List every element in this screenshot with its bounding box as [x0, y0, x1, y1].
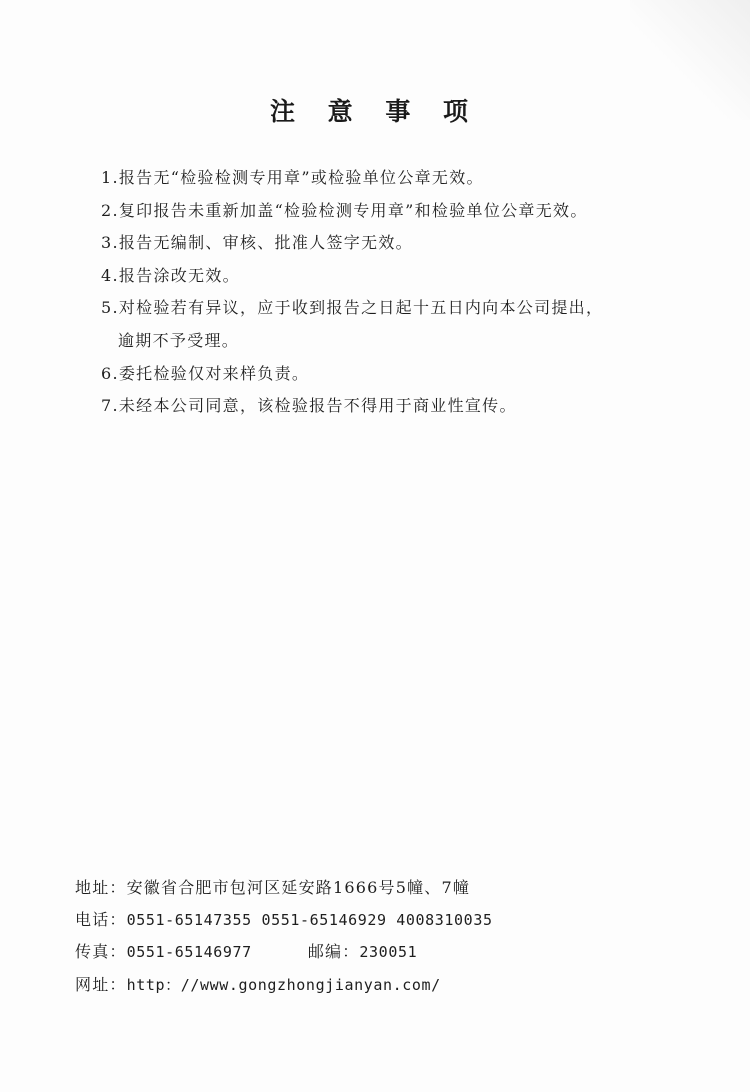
note-item — [101, 227, 721, 260]
phone-row — [75, 904, 715, 936]
note-item — [101, 195, 721, 228]
postcode-label: 邮编： — [307, 942, 360, 962]
postcode-value: 230051 — [359, 943, 418, 962]
address-label: 地址： — [75, 878, 127, 897]
note-item — [101, 292, 721, 357]
note-text: 报告无“检验检测专用章”或检验单位公章无效。 — [118, 168, 484, 187]
note-item — [101, 358, 721, 391]
note-number: 2. — [101, 200, 119, 220]
note-text: 未经本公司同意，该检验报告不得用于商业性宣传。 — [118, 396, 517, 416]
note-number: 7. — [101, 396, 119, 416]
note-text: 报告涂改无效。 — [118, 265, 240, 285]
note-text: 复印报告未重新加盖“检验检测专用章”和检验单位公章无效。 — [118, 200, 588, 220]
note-text: 委托检验仅对来样负责。 — [118, 363, 310, 383]
note-number: 1. — [101, 168, 119, 187]
fax-value: 0551-65146977 — [126, 943, 252, 962]
note-number: 4. — [101, 265, 119, 285]
contact-block — [75, 872, 715, 1001]
address-value: 安徽省合肥市包河区延安路1666号5幢、7幢 — [126, 878, 471, 897]
website-row — [75, 969, 715, 1001]
note-text: 对检验若有异议，应于收到报告之日起十五日内向本公司提出， — [118, 298, 604, 318]
phone-label: 电话： — [75, 910, 127, 930]
note-item — [101, 260, 721, 293]
note-number: 6. — [101, 363, 119, 383]
note-number: 3. — [101, 233, 119, 253]
note-text: 报告无编制、审核、批准人签字无效。 — [118, 233, 413, 253]
phone-value: 0551-65147355 0551-65146929 4008310035 — [126, 911, 493, 930]
page-title: 注 意 事 项 — [269, 97, 481, 126]
address-row — [75, 872, 715, 904]
note-number: 5. — [101, 298, 119, 318]
fax-label: 传真： — [75, 942, 127, 962]
website-value: http：//www.gongzhongjianyan.com/ — [126, 975, 441, 994]
note-item — [101, 162, 721, 195]
website-label: 网址： — [75, 974, 127, 994]
note-item — [101, 390, 721, 423]
note-continuation: 逾期不予受理。 — [118, 330, 240, 350]
fax-row — [75, 936, 715, 968]
notes-list — [101, 162, 721, 423]
